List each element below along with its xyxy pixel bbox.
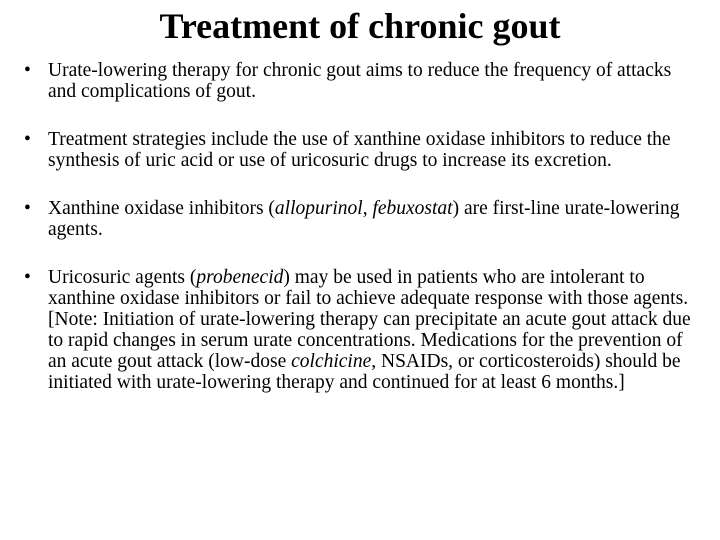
- bullet-marker: •: [24, 129, 31, 150]
- bullet-text-middle: ) may be used in patients who are intolerant to xanthine oxidase inhibitors or fail to achieve adequate response with those agents. [Note: Initiation of urate-lowering therapy can precipitate an acute gout attack due to rapid changes in serum urate concentrations. Medications for the prevention of an acute gout attack (low-dose: [48, 267, 691, 372]
- drug-separator: ,: [362, 198, 373, 219]
- bullet-text: Treatment strategies include the use of xanthine oxidase inhibitors to reduce the synthesis of uric acid or use of uricosuric drugs to increase its excretion.: [48, 129, 671, 171]
- bullet-marker: •: [24, 198, 31, 219]
- drug-name-allopurinol: allopurinol: [274, 198, 363, 219]
- bullet-item-4: [20, 267, 700, 393]
- bullet-text-end: ) are first-line urate-lowering agents.: [48, 198, 680, 240]
- bullet-item-2: [20, 129, 700, 171]
- drug-name-colchicine: colchicine: [291, 351, 372, 372]
- bullet-marker: •: [24, 267, 31, 288]
- bullet-marker: •: [24, 60, 31, 81]
- bullet-text: Urate-lowering therapy for chronic gout aims to reduce the frequency of attacks and complications of gout.: [48, 60, 672, 102]
- bullet-list: [20, 60, 700, 420]
- bullet-item-3: [20, 198, 700, 240]
- slide-title: Treatment of chronic gout: [159, 6, 561, 46]
- bullet-text-start: Xanthine oxidase inhibitors (: [48, 198, 275, 219]
- bullet-item-1: [20, 60, 700, 102]
- bullet-text-start: Uricosuric agents (: [48, 267, 197, 288]
- bullet-text-end: , NSAIDs, or corticosteroids) should be initiated with urate-lowering therapy and continued for at least 6 months.]: [48, 351, 681, 393]
- drug-name-febuxostat: febuxostat: [372, 198, 453, 219]
- drug-name-probenecid: probenecid: [196, 267, 284, 288]
